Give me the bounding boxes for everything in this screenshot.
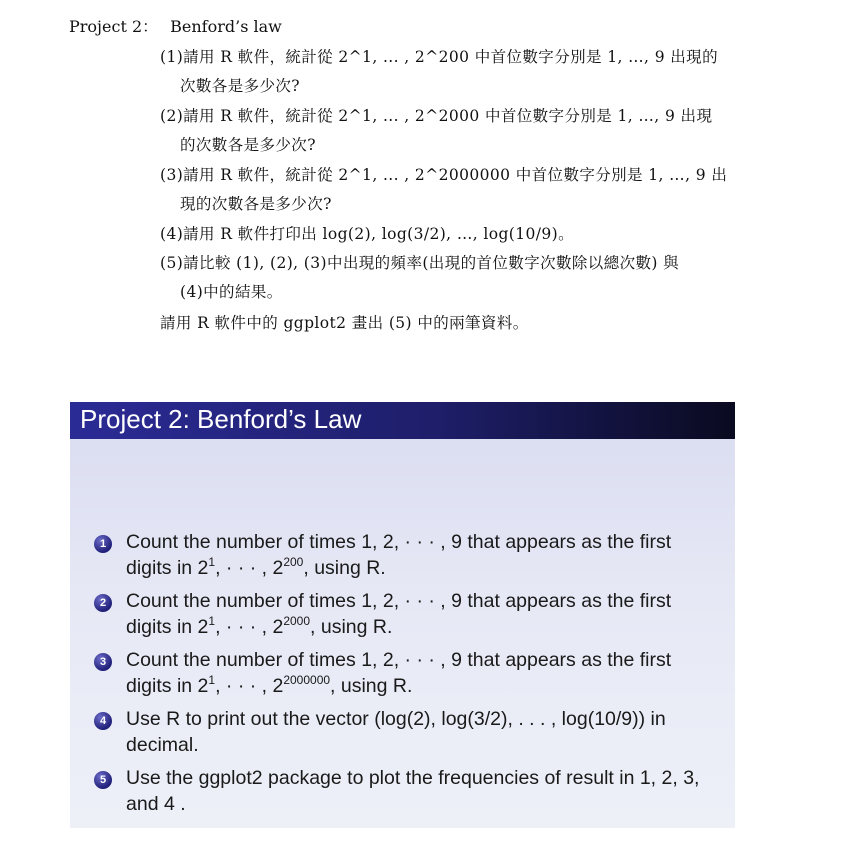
exponent: 2000 xyxy=(283,614,311,628)
bullet-text: Count the number of times 1, 2, · · · , 9 that appears as the first digits in 2 xyxy=(126,531,672,579)
exponent: 1 xyxy=(208,555,216,569)
bullet-text: Count the number of times 1, 2, · · · , 9 that appears as the first digits in 2 xyxy=(126,590,672,638)
slide-title: Project 2: Benford’s Law xyxy=(70,402,735,439)
chinese-document xyxy=(0,0,849,360)
task-item-continuation: 現的次數各是多少次? xyxy=(180,195,332,213)
task-item-line: (2)請用 R 軟件，統計從 2^1, ... , 2^2000 中首位數字分別是 1, …, 9 出現 xyxy=(160,107,713,125)
bullet-text: , using R. xyxy=(303,557,386,579)
heading-label: Project 2： xyxy=(69,17,159,36)
task-item-line: (3)請用 R 軟件，統計從 2^1, ... , 2^2000000 中首位數字分別是 1, …, 9 出 xyxy=(160,166,728,184)
bullet-number-icon: 3 xyxy=(94,653,112,671)
task-item-2 xyxy=(160,102,780,160)
bullet-text: , using R. xyxy=(330,675,413,697)
task-item-3 xyxy=(160,161,780,219)
bullet-text: , · · · , 2 xyxy=(215,675,284,697)
bullet-text: Use R to print out the vector (log(2), log(3/2), . . . , log(10/9)) in decimal. xyxy=(126,708,666,756)
task-item-continuation: (4)中的結果。 xyxy=(180,283,283,301)
bullet-text: , · · · , 2 xyxy=(215,616,284,638)
slide-bullet-3 xyxy=(92,647,722,699)
exponent: 1 xyxy=(208,673,216,687)
slide-bullet-1 xyxy=(92,529,722,581)
exponent: 2000000 xyxy=(283,673,331,687)
bullet-number-icon: 1 xyxy=(94,535,112,553)
bullet-text: , · · · , 2 xyxy=(215,557,284,579)
task-item-continuation: 次數各是多少次? xyxy=(180,77,301,95)
bullet-number-icon: 4 xyxy=(94,712,112,730)
slide-bullet-4 xyxy=(92,706,722,758)
slide-bullet-2 xyxy=(92,588,722,640)
task-item-line: (4)請用 R 軟件打印出 log(2), log(3/2), …, log(10/9)。 xyxy=(160,225,574,243)
bullet-number-icon: 5 xyxy=(94,771,112,789)
exponent: 200 xyxy=(283,555,304,569)
task-item-5 xyxy=(160,249,780,307)
exponent: 1 xyxy=(208,614,216,628)
task-item-1 xyxy=(160,43,780,101)
ggplot-note: 請用 R 軟件中的 ggplot2 畫出 (5) 中的兩筆資料。 xyxy=(160,314,529,332)
slide-bullet-list xyxy=(92,529,722,824)
bullet-text: Count the number of times 1, 2, · · · , 9 that appears as the first digits in 2 xyxy=(126,649,672,697)
slide-panel xyxy=(70,402,735,828)
task-item-continuation: 的次數各是多少次? xyxy=(180,136,316,154)
document-heading xyxy=(69,14,282,37)
bullet-text: Use the ggplot2 package to plot the frequencies of result in 1, 2, 3, and 4 . xyxy=(126,767,700,815)
bullet-text: , using R. xyxy=(310,616,393,638)
bullet-number-icon: 2 xyxy=(94,594,112,612)
task-item-line: (5)請比較 (1), (2), (3)中出現的頻率(出現的首位數字次數除以總次數) 與 xyxy=(160,254,680,272)
task-item-4 xyxy=(160,220,780,249)
heading-title: Benford’s law xyxy=(170,17,282,36)
slide-bullet-5 xyxy=(92,765,722,817)
task-item-line: (1)請用 R 軟件，統計從 2^1, ... , 2^200 中首位數字分別是 1, …, 9 出現的 xyxy=(160,48,718,66)
